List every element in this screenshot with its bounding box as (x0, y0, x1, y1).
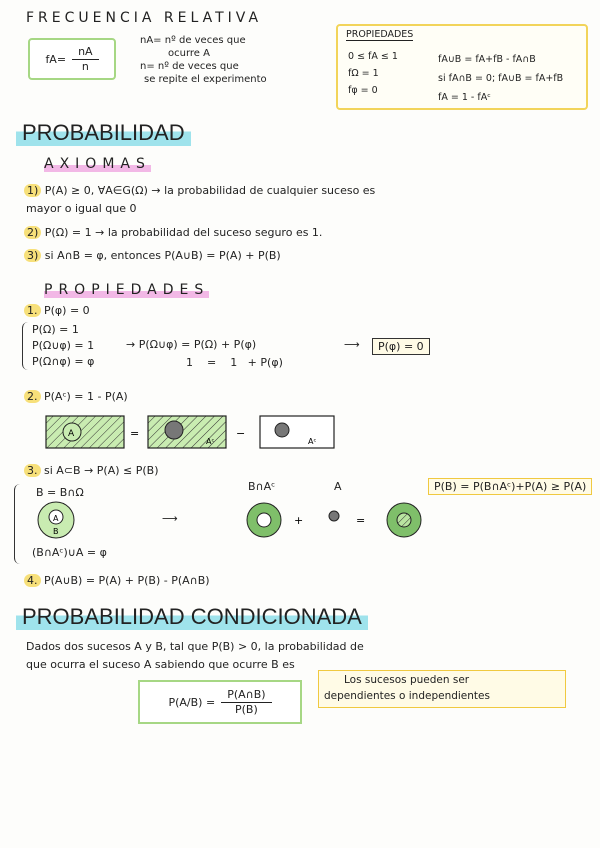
def-n: n= nº de veces que (140, 61, 239, 72)
section-title-frecuencia: FRECUENCIA RELATIVA (26, 10, 263, 26)
brace-left-p3 (14, 484, 23, 564)
prop-r3: fA = 1 - fAᶜ (438, 92, 491, 103)
axioma-2 (24, 226, 322, 239)
axioma-1-cont: mayor o igual que 0 (26, 202, 137, 215)
axioma-3 (24, 249, 281, 262)
p1-line2: P(Ω∪φ) = 1 (32, 339, 95, 352)
p1-result-box: P(φ) = 0 (372, 338, 430, 355)
fraction-numerator: nA (72, 45, 99, 60)
p3-b-eq: B = B∩Ω (36, 486, 84, 499)
cond-lhs: P(A/B) = (168, 695, 216, 709)
p1-line3: P(Ω∩φ) = φ (32, 355, 95, 368)
p1-equation-1: → P(Ω∪φ) = P(Ω) + P(φ) (126, 338, 257, 351)
subtitle-axiomas: AXIOMAS (44, 156, 151, 172)
svg-text:=: = (356, 514, 366, 527)
note-box (318, 670, 566, 708)
cond-fraction (221, 688, 271, 717)
section-title-probabilidad: PROBABILIDAD (16, 120, 191, 146)
propiedad-1 (24, 304, 90, 317)
svg-text:−: − (236, 427, 246, 440)
freq-definitions (140, 34, 267, 86)
venn-complement-diagram (40, 412, 340, 454)
svg-text:A: A (53, 514, 59, 523)
prop-l1: 0 ≤ fA ≤ 1 (348, 51, 398, 62)
condicionada-text-1: Dados dos sucesos A y B, tal que P(B) > 0, la probabilidad de (26, 640, 364, 653)
propiedad-2-text: P(Aᶜ) = 1 - P(A) (44, 390, 128, 403)
section-title-condicionada: PROBABILIDAD CONDICIONADA (16, 604, 368, 630)
subtitle-propiedades: PROPIEDADES (44, 282, 210, 298)
fraction-denominator: n (81, 59, 89, 73)
svg-text:Aᶜ: Aᶜ (206, 437, 215, 446)
note-line-2: dependientes o independientes (324, 690, 490, 702)
venn-decomposition (244, 500, 434, 540)
cond-numerator: P(A∩B) (221, 688, 271, 703)
propiedad-4-text: P(A∪B) = P(A) + P(B) - P(A∩B) (44, 574, 210, 587)
svg-text:A: A (68, 429, 75, 439)
p3-label-b-minus-a: B∩Aᶜ (248, 480, 276, 493)
propiedad-3 (24, 464, 159, 477)
p1-equation-2: 1 = 1 + P(φ) (186, 356, 283, 369)
axioma-1-number: 1) (24, 184, 41, 197)
venn-a-in-b (36, 500, 76, 540)
note-line-1: Los sucesos pueden ser (344, 674, 470, 686)
propiedades-box-title: PROPIEDADES (346, 29, 414, 40)
propiedad-1-system (32, 322, 94, 370)
propiedades-box (336, 24, 588, 110)
p3-arrow: ⟶ (162, 512, 178, 525)
formula-lhs: fA= (45, 52, 67, 66)
propiedad-2-number: 2. (24, 390, 41, 403)
propiedad-4-number: 4. (24, 574, 41, 587)
svg-text:+: + (294, 514, 304, 527)
propiedad-4 (24, 574, 210, 587)
def-na: nA= nº de veces que (140, 35, 246, 46)
p1-line1: P(Ω) = 1 (32, 323, 79, 336)
axioma-3-number: 3) (24, 249, 41, 262)
propiedad-3-text: si A⊂B → P(A) ≤ P(B) (44, 464, 159, 477)
formula-condicionada-box (138, 680, 302, 724)
axioma-3-text: si A∩B = φ, entonces P(A∪B) = P(A) + P(B) (44, 249, 281, 262)
def-n-cont: se repite el experimento (144, 74, 267, 85)
brace-left (22, 322, 31, 370)
p3-label-a: A (334, 480, 342, 493)
axioma-2-number: 2) (24, 226, 41, 239)
p3-c-eq: (B∩Aᶜ)∪A = φ (32, 546, 107, 559)
fraction (72, 45, 99, 74)
prop-left-col (348, 48, 398, 99)
prop-r1: fA∪B = fA+fB - fA∩B (438, 54, 536, 65)
propiedad-3-number: 3. (24, 464, 41, 477)
cond-denominator: P(B) (234, 702, 258, 716)
prop-r2: si fA∩B = 0; fA∪B = fA+fB (438, 73, 564, 84)
p3-result-box: P(B) = P(B∩Aᶜ)+P(A) ≥ P(A) (428, 478, 592, 495)
svg-text:=: = (130, 427, 140, 440)
propiedad-1-number: 1. (24, 304, 41, 317)
svg-text:B: B (53, 527, 59, 536)
prop-right-col (438, 50, 563, 107)
svg-text:Aᶜ: Aᶜ (308, 437, 317, 446)
condicionada-text-2: que ocurra el suceso A sabiendo que ocurre B es (26, 658, 295, 671)
axioma-1 (24, 184, 375, 197)
axioma-1-text: P(A) ≥ 0, ∀A∈G(Ω) → la probabilidad de cualquier suceso es (44, 184, 376, 197)
p1-arrow: ⟶ (344, 338, 360, 351)
propiedad-1-text: P(φ) = 0 (44, 304, 90, 317)
axioma-2-text: P(Ω) = 1 → la probabilidad del suceso seguro es 1. (44, 226, 323, 239)
def-na-cont: ocurre A (168, 48, 210, 59)
propiedad-2 (24, 390, 128, 403)
prop-l3: fφ = 0 (348, 85, 378, 96)
formula-frecuencia-box (28, 38, 116, 80)
prop-l2: fΩ = 1 (348, 68, 379, 79)
